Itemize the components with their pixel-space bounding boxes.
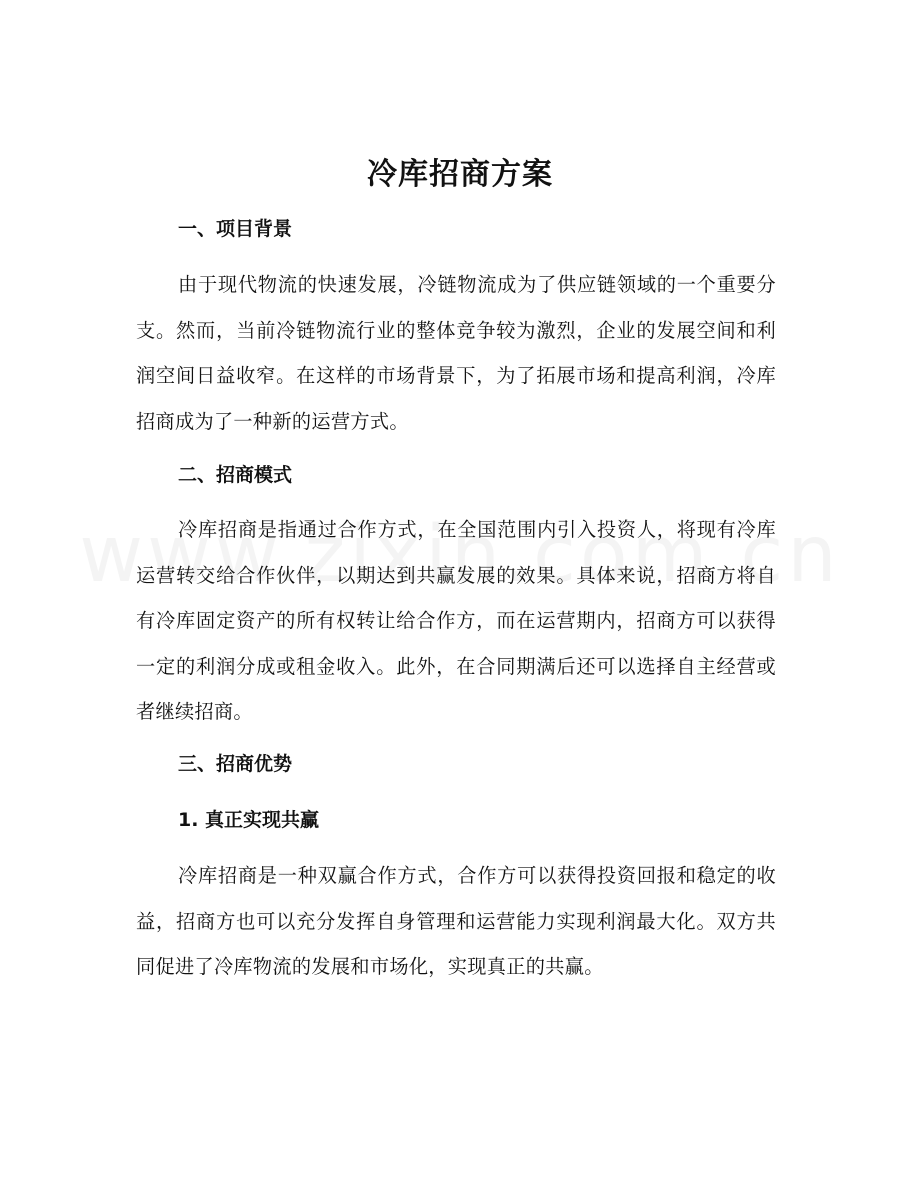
- subsection-heading-win-win: 1. 真正实现共赢: [178, 809, 320, 831]
- document-title: 冷库招商方案: [367, 157, 553, 192]
- section-heading-background: 一、项目背景: [178, 218, 293, 240]
- section-heading-mode: 二、招商模式: [178, 464, 293, 486]
- section-paragraph-win-win: 冷库招商是一种双赢合作方式，合作方可以获得投资回报和稳定的收益，招商方也可以充分发挥自身管理和运营能力实现利润最大化。双方共同促进了冷库物流的发展和市场化，实现真正的共赢。: [136, 864, 776, 978]
- section-heading-advantages: 三、招商优势: [178, 753, 293, 775]
- section-paragraph-background: 由于现代物流的快速发展，冷链物流成为了供应链领域的一个重要分支。然而，当前冷链物流行业的整体竞争较为激烈，企业的发展空间和利润空间日益收窄。在这样的市场背景下，为了拓展市场和提高利润，冷库招商成为了一种新的运营方式。: [136, 273, 776, 433]
- section-paragraph-mode: 冷库招商是指通过合作方式，在全国范围内引入投资人，将现有冷库运营转交给合作伙伴，以期达到共赢发展的效果。具体来说，招商方将自有冷库固定资产的所有权转让给合作方，而在运营期内，招商方可以获得一定的利润分成或租金收入。此外，在合同期满后还可以选择自主经营或者继续招商。: [136, 518, 776, 723]
